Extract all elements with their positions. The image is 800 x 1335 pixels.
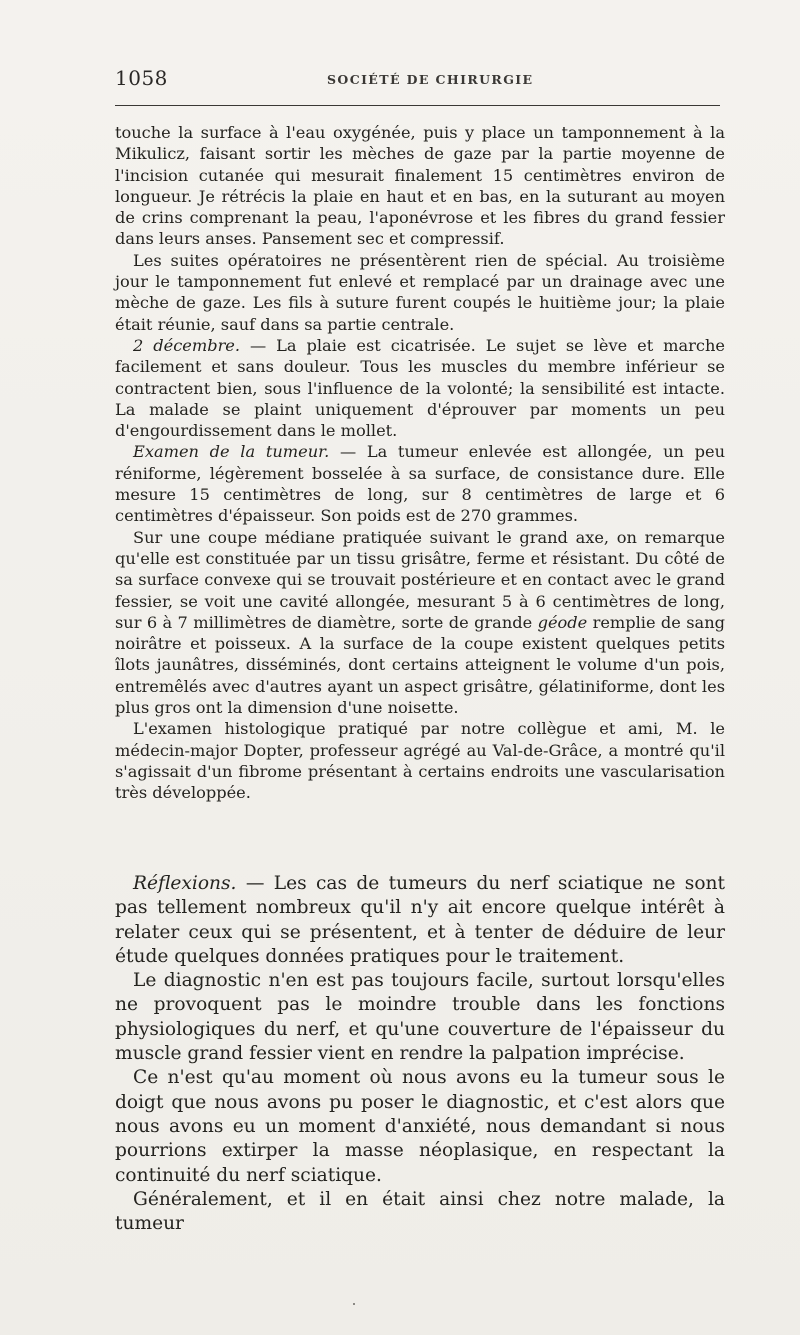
paragraph-tumor-exam-text: — La tumeur enlevée est allongée, un peu réniforme, légèrement bosselée à sa surface, de consistance dure. Elle mesure 15 centimètres de long, sur 8 centimètres de large et 6 centimètres d'épaisseur. Son poids est de 270 grammes.	[115, 442, 725, 526]
case-report-section	[115, 122, 725, 804]
running-title: SOCIÉTÉ DE CHIRURGIE	[327, 72, 534, 87]
paragraph-reflections	[115, 872, 725, 969]
paragraph-december-text: — La plaie est cicatrisée. Le sujet se lève et marche facilement et sans douleur. Tous les muscles du membre inférieur se contractent bien, sous l'influence de la volonté; la sensibilité est intacte. La malade se plaint uniquement d'éprouver par moments un peu d'engourdissement dans le mollet.	[115, 335, 725, 441]
page-number: 1058	[115, 66, 168, 90]
geode-term: géode	[537, 612, 588, 632]
paragraph-reflections-text: — Les cas de tumeurs du nerf sciatique ne sont pas tellement nombreux qu'il n'y ait encore quelque intérêt à relater ceux qui se présentent, et à tenter de déduire de leur étude quelques données pratiques pour le traitement.	[115, 873, 725, 967]
section-cut-text-a: Sur une coupe médiane pratiquée suivant le grand axe, on remarque qu'elle est constituée par un tissu grisâtre, ferme et résistant. Du côté de sa surface convexe qui se trouvait postérieure et en contact avec le grand fessier, se voit une cavité allongée, mesurant 5 à 6 centimètres de long, sur 6 à 7 millimètres de diamètre, sorte de grande	[115, 527, 725, 632]
paragraph-section-cut	[115, 527, 725, 719]
tumor-exam-lead: Examen de la tumeur.	[133, 442, 330, 462]
date-lead: 2 décembre.	[133, 335, 241, 355]
header-rule	[115, 105, 720, 106]
reflections-section	[115, 872, 725, 1236]
paragraph-postoperative: Les suites opératoires ne présentèrent rien de spécial. Au troisième jour le tamponnement fut enlevé et remplacé par un drainage avec une mèche de gaze. Les fils à suture furent coupés le huitième jour; la plaie était réunie, sauf dans sa partie centrale.	[115, 250, 725, 334]
paragraph-diagnosis: Le diagnostic n'en est pas toujours facile, surtout lorsqu'elles ne provoquent pas le moindre trouble dans les fonctions physiologiques du nerf, et qu'une couverture de l'épaisseur du muscle grand fessier vient en rendre la palpation imprécise.	[115, 970, 725, 1065]
paragraph-tumor-exam	[115, 441, 725, 526]
reflections-lead: Réflexions.	[133, 873, 237, 894]
paragraph-operation: touche la surface à l'eau oxygénée, puis y place un tamponnement à la Mikulicz, faisant sortir les mèches de gaze par la partie moyenne de l'incision cutanée qui mesurait finalement 15 centimètres environ de longueur. Je rétrécis la plaie en haut et en bas, en la suturant au moyen de crins comprenant la peau, l'aponévrose et les fibres du grand fessier dans leurs anses. Pansement sec et compressif.	[115, 123, 725, 249]
section-cut-text-b: remplie de sang noirâtre et poisseux. A la surface de la coupe existent quelques petits îlots jaunâtres, disséminés, dont certains atteignent le volume d'un pois, entremêlés avec d'autres ayant un aspect grisâtre, gélatiniforme, dont les plus gros ont la dimension d'une noisette.	[115, 612, 725, 718]
paragraph-generally: Généralement, et il en était ainsi chez notre malade, la tumeur	[115, 1188, 725, 1235]
paragraph-histology: L'examen histologique pratiqué par notre collègue et ami, M. le médecin-major Dopter, professeur agrégé au Val-de-Grâce, a montré qu'il s'agissait d'un fibrome présentant à certains endroits une vascularisation très développée.	[115, 719, 725, 803]
paragraph-anxiety: Ce n'est qu'au moment où nous avons eu la tumeur sous le doigt que nous avons pu poser le diagnostic, et c'est alors que nous avons eu un moment d'anxiété, nous demandant si nous pourrions extirper la masse néoplasique, en respectant la continuité du nerf sciatique.	[115, 1067, 725, 1186]
page-header	[115, 66, 720, 96]
print-speck	[353, 1303, 355, 1305]
paragraph-december	[115, 335, 725, 441]
